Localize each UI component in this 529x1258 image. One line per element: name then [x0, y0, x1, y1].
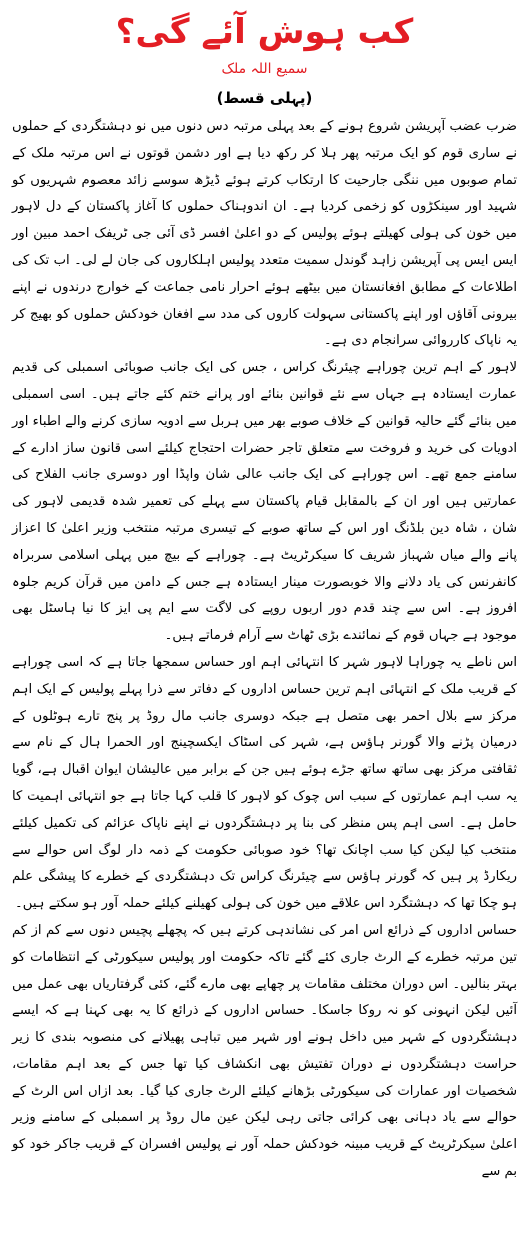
author-name: سمیع اللہ ملک — [221, 61, 308, 77]
article-body — [12, 114, 517, 1186]
article-paragraph-2: لاہور کے اہم ترین چوراہے چیئرنگ کراس ، جس کی ایک جانب صوبائی اسمبلی کی قدیم عمارت ایستادہ ہے جہاں سے نئے قوانین بنائے اور پرانے ختم کئے جاتے ہیں۔ اسی اسمبلی میں بنائے گئے حالیہ قوانین کے خلاف صوبے بھر میں ہربل سے ادویہ سازی کرنے والے اطباء اور ادویات کی خرید و فروخت سے متعلق تاجر حضرات احتجاج کیلئے اسی قانون ساز ادارے کے سامنے جمع تھے۔ اس چوراہے کی ایک جانب عالی شان واپڈا اور دوسری جانب الفلاح کی عمارتیں ہیں اور ان کے بالمقابل قیام پاکستان سے پہلے کی تعمیر شدہ قدیمی لاہور کی شان ، شاہ دین بلڈنگ اور اس کے ساتھ صوبے کے تیسری مرتبہ منتخب وزیر اعلیٰ کا اعزاز پانے والے میاں شہباز شریف کا سیکرٹریٹ ہے۔ چوراہے کے بیچ میں پہلی اسلامی سربراہ کانفرنس کی یاد دلانے والا خوبصورت مینار ایستادہ ہے جس کے دامن میں قرآن کریم جلوہ افروز ہے۔ اس سے چند قدم دور اربوں روپے کی لاگت سے ایم پی ایز کا نیا ہاسٹل بھی موجود ہے جہاں قوم کے نمائندے بڑی ٹھاٹ سے آرام فرماتے ہیں۔ — [12, 360, 517, 644]
episode-label: (پہلی قسط) — [216, 89, 313, 107]
article-paragraph-3: اس ناطے یہ چوراہا لاہور شہر کا انتہائی اہم اور حساس سمجھا جاتا ہے کہ اسی چوراہے کے قریب ملک کے انتہائی اہم ترین حساس اداروں کے دفاتر سے ذرا پہلے پولیس کے ایک اہم مرکز سے بلال احمر بھی متصل ہے جبکہ دوسری جانب مال روڈ پر پنج تارے ہوٹلوں کے درمیان پڑنے والا گورنر ہاؤس ہے، شہر کی اسٹاک ایکسچینج اور الحمرا ہال کے نام سے ثقافتی مرکز بھی ساتھ ساتھ جڑے ہوئے ہیں جن کے برابر میں عالیشان ایوان اقبال ہے، گویا یہ سب اہم عمارتوں کے سبب اس چوک کو لاہور کا قلب کہا جاتا ہے جو انتہائی اہمیت کا حامل ہے۔ اسی اہم پس منظر کی بنا پر دہشتگردوں نے اپنے ناپاک عزائم کی تکمیل کیلئے منتخب کیا لیکن کیا سب اچانک تھا؟ خود صوبائی حکومت کے ذمہ دار لوگ اس حوالے سے ریکارڈ پر ہیں کہ گورنر ہاؤس سے چیئرنگ کراس تک دہشتگردی کے خطرے کا پیشگی علم ہو چکا تھا کہ دہشتگرد اس علاقے میں خون کی ہولی کھیلنے کیلئے حملہ آور ہو سکتے ہیں۔ — [12, 654, 517, 912]
article-title: کب ہوش آئے گی؟ — [115, 12, 414, 52]
article-paragraph-1: ضرب عضب آپریشن شروع ہونے کے بعد پہلی مرتبہ دس دنوں میں نو دہشتگردی کے حملوں نے ساری قوم کو ایک مرتبہ پھر ہلا کر رکھ دیا ہے اور دشمن قوتوں نے اس مرتبہ ملک کے تمام صوبوں میں ننگی جارحیت کا ارتکاب کرتے ہوئے ڈیڑھ سوسے زائد معصوم شہریوں کو شہید اور سینکڑوں کو زخمی کردیا ہے۔ ان اندوہناک حملوں کا آغاز پاکستان کے دل لاہور میں خون کی ہولی کھیلتے ہوئے پولیس کے دو اعلیٰ افسر ڈی آئی جی ٹریفک احمد مبین اور ایس ایس پی آپریشن زاہد گوندل سمیت متعدد پولیس اہلکاروں کی جان لے لی۔ اب تک کی اطلاعات کے مطابق افغانستان میں بیٹھے ہوئے احرار نامی جماعت کے خوارج درندوں نے اپنے بیرونی آقاؤں اور اپنے پاکستانی سہولت کاروں کی مدد سے افغان خودکش حملوں کو بھیج کر یہ ناپاک کارروائی سرانجام دی ہے۔ — [12, 119, 517, 349]
article-paragraph-4: حساس اداروں کے ذرائع اس امر کی نشاندہی کرتے ہیں کہ پچھلے پچیس دنوں سے کم از کم تین مرتبہ خطرے کے الرٹ جاری کئے گئے تاکہ حکومت اور پولیس سیکورٹی کے انتظامات کو بہتر بنالیں۔ اس دوران مختلف مقامات پر چھاپے بھی مارے گئے، کئی گرفتاریاں بھی عمل میں آئیں لیکن انہونی کو نہ روکا جاسکا۔ حساس اداروں کے ذرائع کا یہ بھی کہنا ہے کہ ایسے دہشتگردوں کے شہر میں داخل ہونے اور شہر میں تباہی پھیلانے کی منصوبہ بندی کا زیر حراست دہشتگردوں نے دوران تفتیش بھی انکشاف کیا تھا جس کے بعد اہم مقامات، شخصیات اور عمارات کی سیکورٹی بڑھانے کیلئے الرٹ جاری کیا گیا۔ بعد ازاں اس الرٹ کے حوالے سے یاد دہانی بھی کرائی جاتی رہی لیکن عین مال روڈ پر اسمبلی کے سامنے وزیر اعلیٰ سیکرٹریٹ کے قریب مبینہ خودکش حملہ آور نے پولیس افسران کے قریب جاکر خود کو بم سے — [12, 922, 517, 1180]
